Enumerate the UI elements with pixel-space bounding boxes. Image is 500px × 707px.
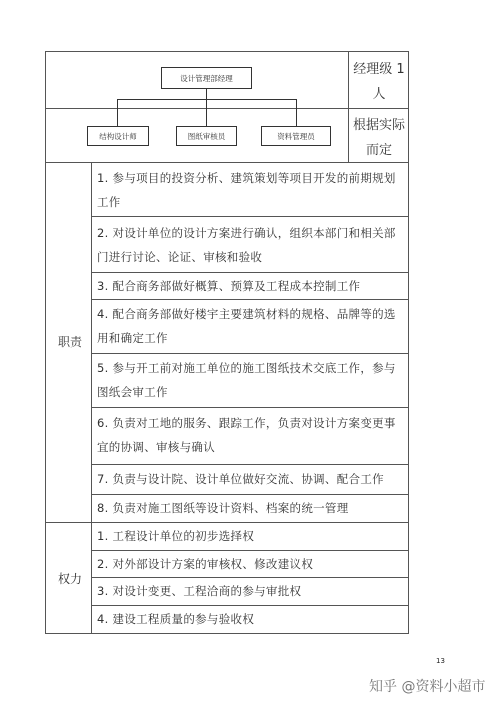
duty-item: 2. 对设计单位的设计方案进行确认，组织本部门和相关部门进行讨论、论证、审核和验收 bbox=[97, 226, 396, 264]
org-connector bbox=[117, 99, 118, 126]
row-separator bbox=[91, 353, 409, 354]
power-item: 3. 对设计变更、工程洽商的参与审批权 bbox=[97, 584, 302, 598]
power-item: 4. 建设工程质量的参与验收权 bbox=[97, 612, 255, 626]
row-separator bbox=[91, 464, 409, 465]
row-separator bbox=[91, 577, 409, 578]
watermark: 知乎 @资料小超市 bbox=[369, 679, 486, 695]
duty-item: 8. 负责对施工图纸等设计资料、档案的统一管理 bbox=[97, 501, 349, 515]
powers-label: 权力 bbox=[57, 572, 82, 586]
org-child-label: 结构设计师 bbox=[99, 131, 137, 141]
section-separator bbox=[45, 522, 409, 523]
header-mid-line bbox=[45, 108, 409, 109]
org-child-box bbox=[261, 126, 331, 146]
duty-item: 7. 负责与设计院、设计单位做好交流、协调、配合工作 bbox=[97, 472, 384, 486]
org-top-label: 设计管理部经理 bbox=[180, 73, 233, 83]
label-column-divider bbox=[91, 162, 92, 634]
org-connector bbox=[206, 99, 207, 126]
headcount-note-text: 根据实际而定 bbox=[352, 118, 405, 158]
row-separator bbox=[91, 216, 409, 217]
row-separator bbox=[91, 550, 409, 551]
duty-item: 3. 配合商务部做好概算、预算及工程成本控制工作 bbox=[97, 279, 361, 293]
org-child-box bbox=[87, 126, 149, 146]
org-child-box bbox=[176, 126, 237, 146]
org-connector bbox=[117, 99, 297, 100]
row-separator bbox=[91, 272, 409, 273]
manager-level-text: 经理级 1 人 bbox=[353, 62, 405, 102]
row-separator bbox=[91, 605, 409, 606]
duty-item: 4. 配合商务部做好楼宇主要建筑材料的规格、品牌等的选用和确定工作 bbox=[97, 307, 396, 345]
org-child-label: 图纸审核员 bbox=[187, 131, 226, 141]
page-number: 13 bbox=[436, 657, 445, 665]
org-connector bbox=[296, 99, 297, 126]
power-item: 2. 对外部设计方案的审核权、修改建议权 bbox=[97, 557, 314, 571]
row-separator bbox=[91, 494, 409, 495]
duty-item: 6. 负责对工地的服务、跟踪工作，负责对设计方案变更事宜的协调、审核与确认 bbox=[97, 416, 396, 454]
org-top-box bbox=[161, 67, 252, 89]
org-connector bbox=[206, 89, 207, 99]
duties-label: 职责 bbox=[57, 335, 82, 349]
duty-item: 1. 参与项目的投资分析、建筑策划等项目开发的前期规划工作 bbox=[97, 171, 396, 209]
duty-item: 5. 参与开工前对施工单位的施工图纸技术交底工作，参与图纸会审工作 bbox=[97, 361, 396, 399]
org-child-label: 资料管理员 bbox=[277, 131, 315, 141]
row-separator bbox=[91, 299, 409, 300]
power-item: 1. 工程设计单位的初步选择权 bbox=[97, 529, 255, 543]
row-separator bbox=[91, 407, 409, 408]
